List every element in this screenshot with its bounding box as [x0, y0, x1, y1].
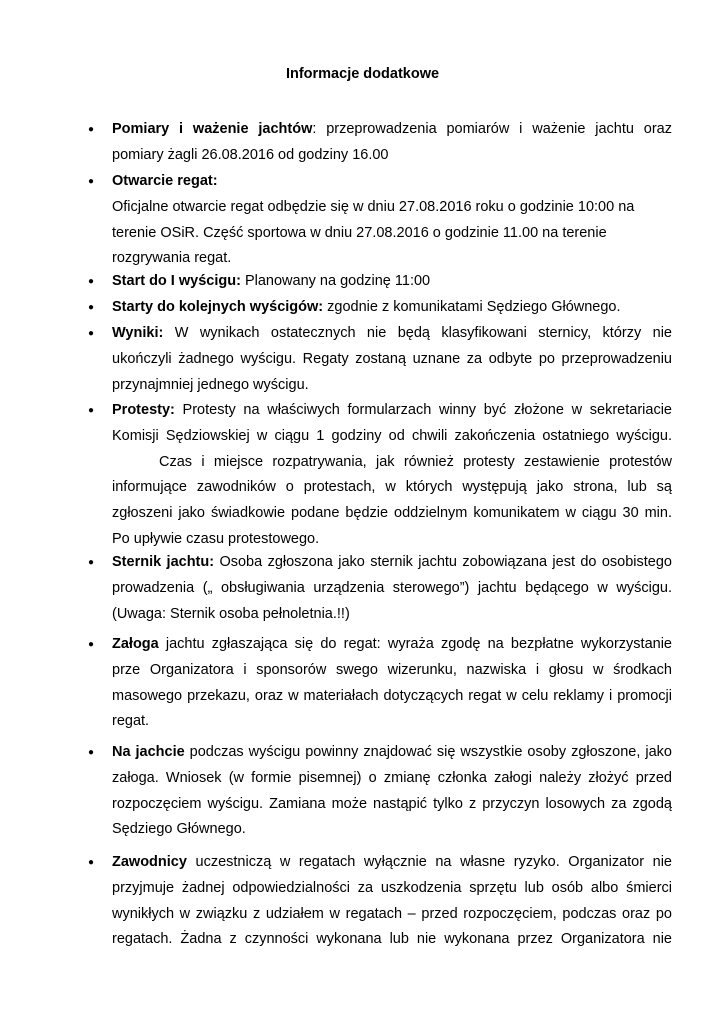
paragraph-line: (Uwaga: Sternik osoba pełnoletnia.!!)	[112, 605, 350, 622]
paragraph-line: Sędziego Głównego.	[112, 821, 246, 838]
paragraph-line: Komisji Sędziowskiej w ciągu 1 godziny od chwili zakończenia ostatniego wyścigu.	[112, 427, 672, 444]
item-label: Sternik jachtu:	[112, 554, 215, 570]
list-item-starty	[112, 295, 672, 321]
paragraph-line: regat.	[112, 713, 150, 730]
item-label: Starty do kolejnych wyścigów:	[112, 299, 324, 315]
item-label: Na jachcie	[112, 744, 185, 760]
paragraph-line: przynajmniej jednego wyścigu.	[112, 376, 309, 393]
paragraph-line: rozpoczęciem wyścigu. Zamiana może nastąpić tylko z przyczyn losowych za zgodą	[112, 795, 672, 812]
item-label: Protesty:	[112, 402, 175, 418]
list-item-protesty	[112, 398, 672, 553]
paragraph-line: ● Załoga jachtu zgłaszająca się do regat: wyraża zgodę na bezpłatne wykorzystanie	[112, 636, 672, 652]
list-item-na-jachcie	[112, 740, 672, 843]
paragraph-line: masowego przekazu, oraz w materiałach dotyczących regat w celu reklamy i promocji	[112, 687, 672, 704]
paragraph-line: prze Organizatora i sponsorów swego wizerunku, nazwiska i głosu w środkach	[112, 661, 672, 678]
paragraph-line: ukończyli żadnego wyścigu. Regaty zostaną uznane za odbyte po przeprowadzeniu	[112, 350, 672, 367]
item-label: Pomiary i ważenie jachtów	[112, 121, 313, 137]
paragraph-line: przyjmuje żadnej odpowiedzialności za uszkodzenia sprzętu lub osób albo śmierci	[112, 879, 672, 896]
item-label: Załoga	[112, 636, 159, 652]
item-label: Start do I wyścigu:	[112, 273, 241, 289]
paragraph-line: ● Wyniki: W wynikach ostatecznych nie będą klasyfikowani sternicy, którzy nie	[112, 325, 672, 341]
paragraph-line: wynikłych w związku z udziałem w regatach – przed rozpoczęciem, podczas oraz po	[112, 905, 672, 922]
paragraph-line: ● Zawodnicy uczestniczą w regatach wyłącznie na własne ryzyko. Organizator nie	[112, 854, 672, 870]
paragraph-line: regatach. Żadna z czynności wykonana lub nie wykonana przez Organizatora nie	[112, 931, 672, 948]
paragraph-line: terenie OSiR. Część sportowa w dniu 27.08.2016 o godzinie 11.00 na terenie	[112, 224, 607, 241]
list-item-start	[112, 269, 672, 295]
paragraph-line: ● Na jachcie podczas wyścigu powinny znajdować się wszystkie osoby zgłoszone, jako	[112, 744, 672, 760]
paragraph-line: informujące zawodników o protestach, w których występują jako strona, lub są	[112, 479, 672, 496]
item-label: ● Otwarcie regat:	[112, 173, 218, 189]
paragraph-line: prowadzenia („ obsługiwania urządzenia sterowego”) jachtu będącego w wyścigu.	[112, 579, 672, 596]
paragraph-line: pomiary żagli 26.08.2016 od godziny 16.00	[112, 146, 389, 163]
page-title: Informacje dodatkowe	[285, 66, 440, 82]
list-item-wyniki	[112, 321, 672, 398]
item-label: Wyniki:	[112, 325, 164, 341]
list-item-pomiary	[112, 117, 672, 169]
list-item-zaloga	[112, 632, 672, 735]
paragraph-line: ● Start do I wyścigu: Planowany na godzinę 11:00	[112, 273, 431, 289]
list-item-otwarcie	[112, 169, 672, 272]
paragraph-line: Czas i miejsce rozpatrywania, jak również protesty zestawienie protestów	[159, 453, 672, 470]
list-item-sternik	[112, 550, 672, 627]
item-label: Zawodnicy	[112, 854, 187, 870]
paragraph-line: Po upływie czasu protestowego.	[112, 530, 320, 547]
list-item-zawodnicy	[112, 850, 672, 953]
paragraph-line: Oficjalne otwarcie regat odbędzie się w dniu 27.08.2016 roku o godzinie 10:00 na	[112, 198, 635, 215]
paragraph-line: zgłoszeni jako świadkowie podane będzie oddzielnym komunikatem w ciągu 30 min.	[112, 505, 672, 522]
paragraph-line: ● Pomiary i ważenie jachtów: przeprowadzenia pomiarów i ważenie jachtu oraz	[112, 121, 672, 137]
paragraph-line: ● Protesty: Protesty na właściwych formularzach winny być złożone w sekretariacie	[112, 402, 672, 418]
paragraph-line: ● Sternik jachtu: Osoba zgłoszona jako sternik jachtu zobowiązana jest do osobistego	[112, 554, 672, 570]
paragraph-line: rozgrywania regat.	[112, 250, 232, 267]
paragraph-line: ● Starty do kolejnych wyścigów: zgodnie z komunikatami Sędziego Głównego.	[112, 299, 621, 315]
paragraph-line: załoga. Wniosek (w formie pisemnej) o zmianę członka załogi należy złożyć przed	[112, 769, 672, 786]
